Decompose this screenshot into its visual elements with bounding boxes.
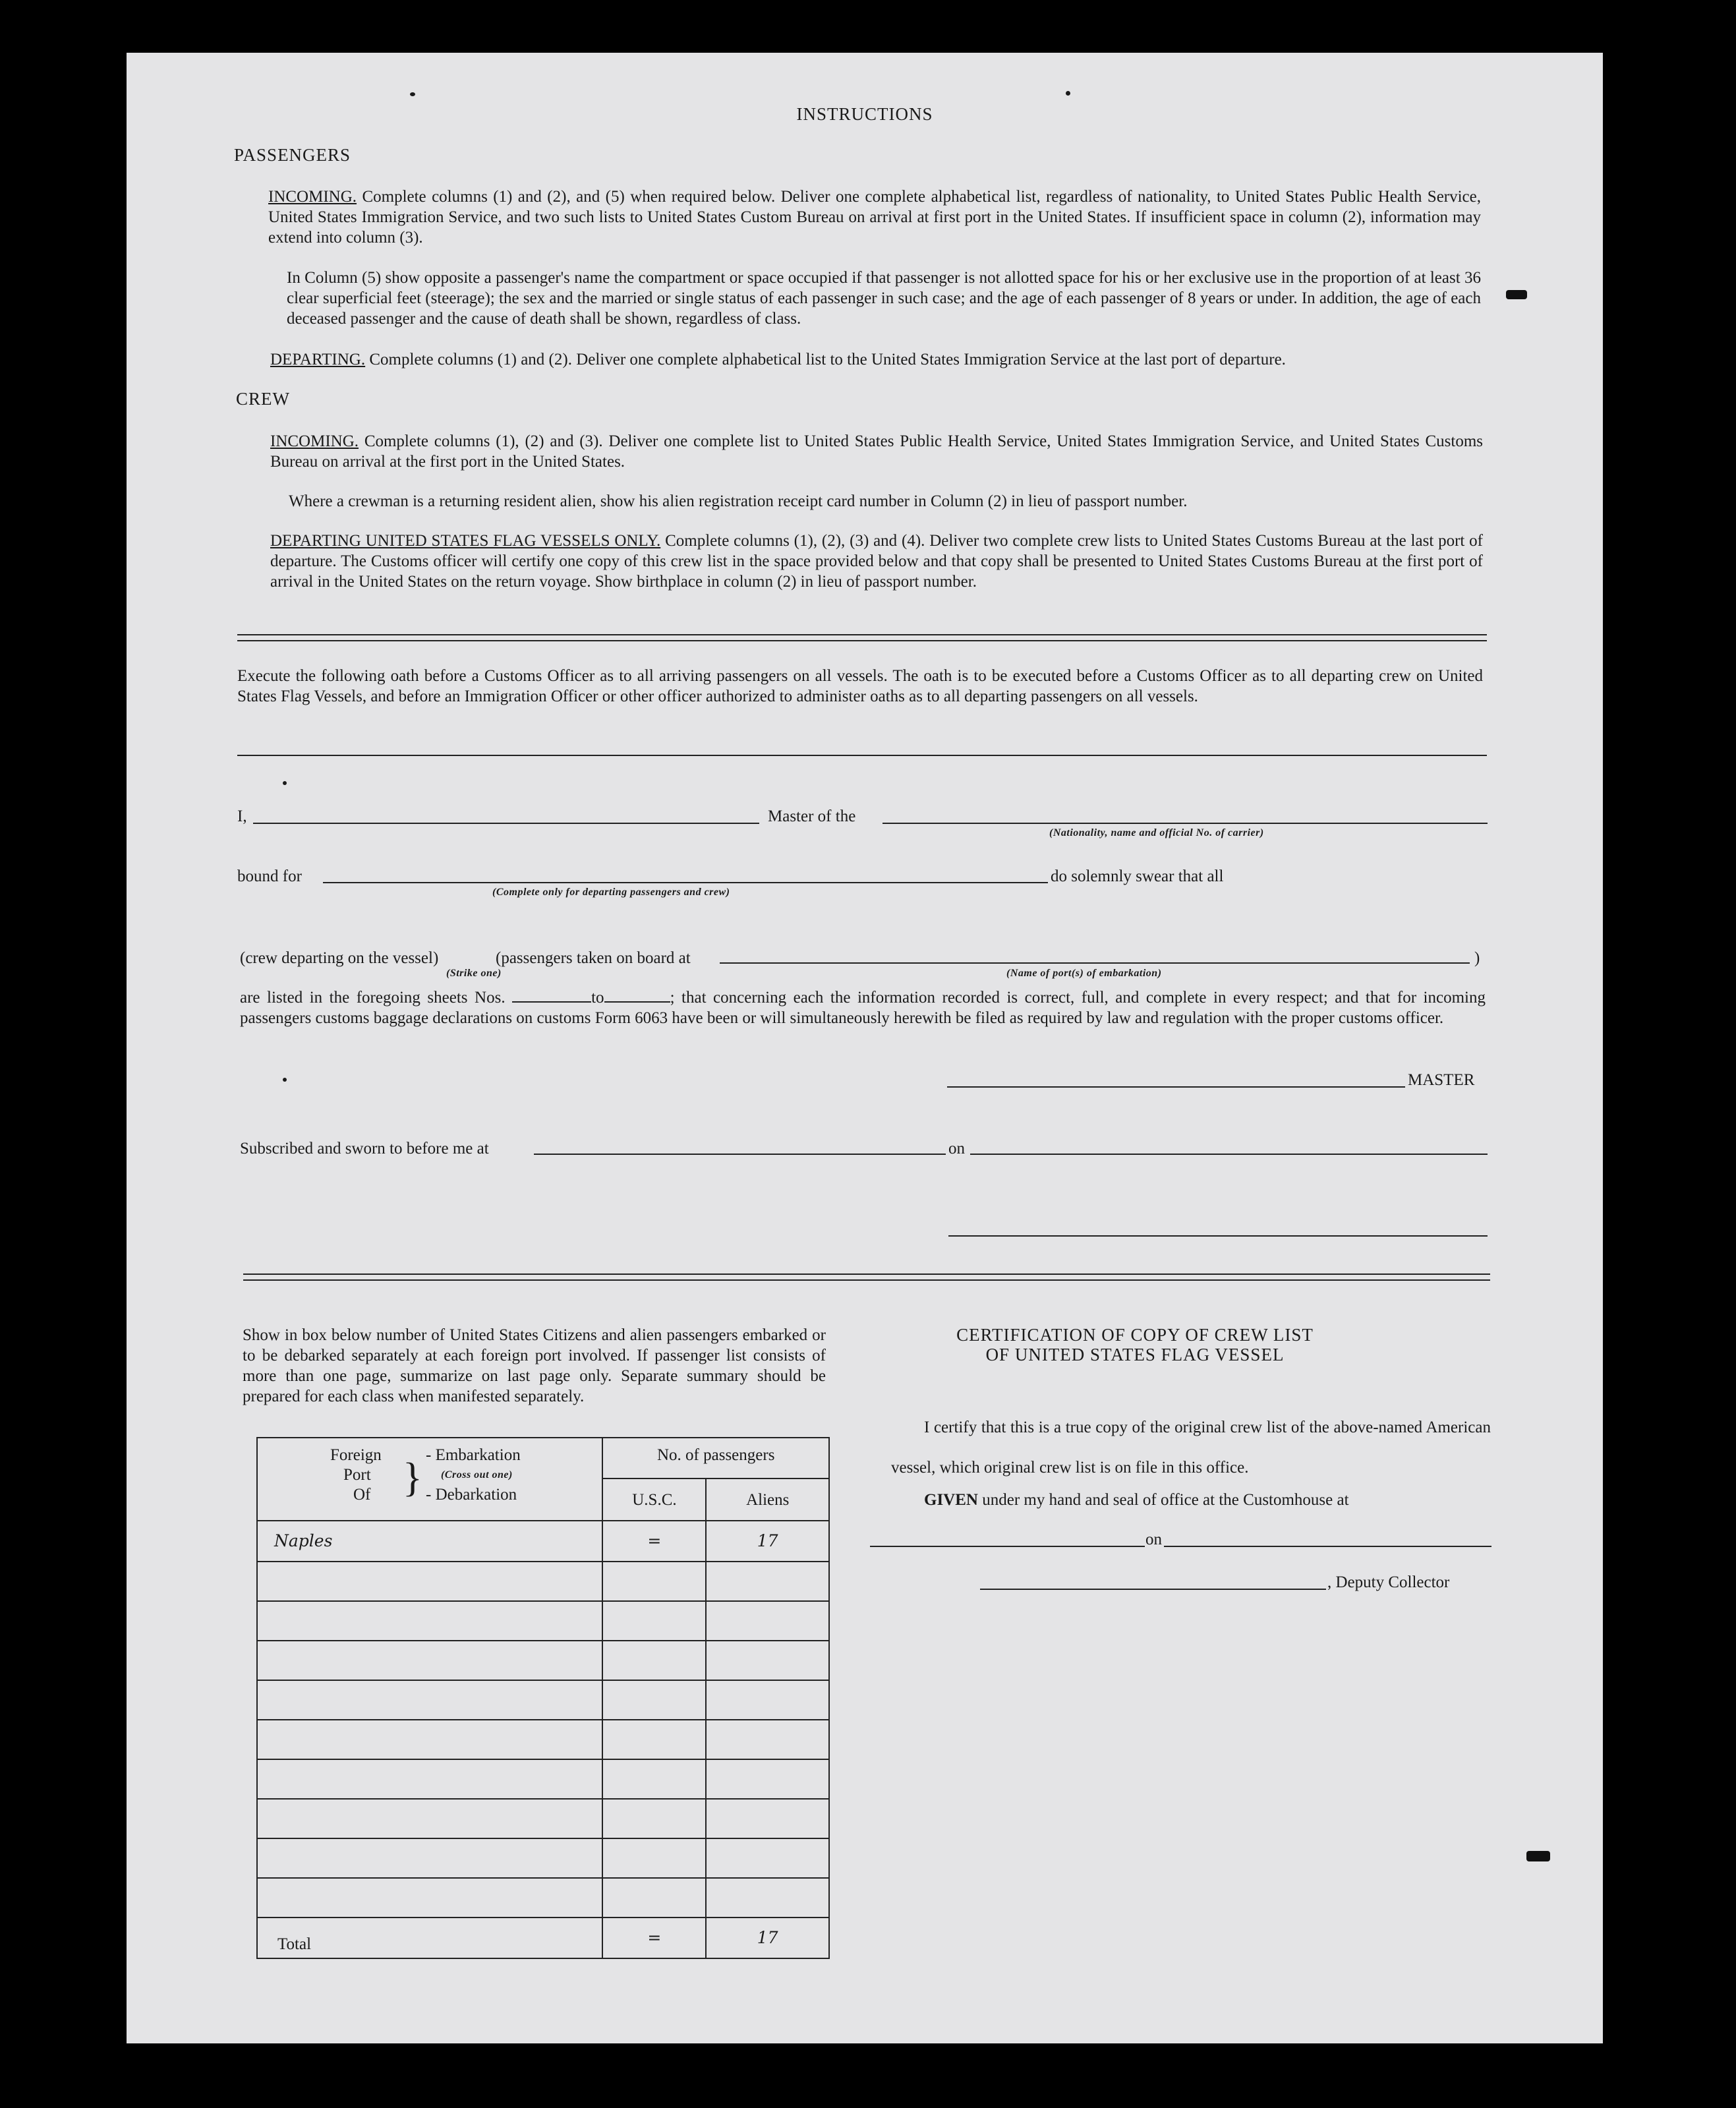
port-cell[interactable] xyxy=(257,1838,602,1878)
passengers-departing-label: DEPARTING. xyxy=(270,351,366,368)
port-hint: (Name of port(s) of embarkation) xyxy=(1006,968,1162,979)
given-text: under my hand and seal of office at the Customhouse at xyxy=(982,1491,1349,1509)
usc-cell[interactable] xyxy=(602,1878,706,1918)
ink-speck xyxy=(410,92,415,96)
given-label: GIVEN xyxy=(924,1491,978,1509)
usc-cell[interactable] xyxy=(602,1641,706,1680)
port-header-cell xyxy=(257,1438,602,1521)
port-cell[interactable] xyxy=(257,1641,602,1680)
table-header-row xyxy=(257,1438,829,1521)
crew-incoming-label: INCOMING. xyxy=(270,432,359,450)
table-row xyxy=(257,1521,829,1562)
vessel-line[interactable] xyxy=(882,823,1488,824)
complete-hint: (Complete only for departing passengers and crew) xyxy=(492,887,730,898)
ink-speck xyxy=(283,1078,287,1082)
summary-instructions: Show in box below number of United States Citizens and alien passengers embarked or to be debarked separately at each foreign port involved. If passenger list consists of more than one page, summarize on last page only. Separate summary should be prepared for each class when manifested separately. xyxy=(243,1326,826,1405)
swear-label: do solemnly swear that all xyxy=(1051,867,1224,885)
table-row xyxy=(257,1680,829,1720)
page-title: INSTRUCTIONS xyxy=(796,104,933,124)
aliens-cell[interactable] xyxy=(706,1680,829,1720)
passenger-summary-table xyxy=(256,1437,830,1959)
cert-date-line[interactable] xyxy=(1164,1546,1491,1547)
port-cell[interactable] xyxy=(257,1720,602,1759)
strike-hint: (Strike one) xyxy=(446,968,502,979)
master-of-label: Master of the xyxy=(768,807,856,825)
port-cell[interactable] xyxy=(257,1878,602,1918)
master-signature-line[interactable] xyxy=(947,1086,1405,1088)
oath-divider xyxy=(237,755,1487,756)
master-name-line[interactable] xyxy=(253,823,759,824)
oath-intro: Execute the following oath before a Customs Officer as to all arriving passengers on all vessels. The oath is to be executed before a Customs Officer as to all departing crew on United States Flag Vessels, and before an Immigration Officer or other officer authorized to administer oaths as to all departing passengers on all vessels. xyxy=(237,667,1483,705)
crew-departing-text: Complete columns (1), (2), (3) and (4). Deliver two complete crew lists to United States Customs Bureau at the last port of departure. The Customs officer will certify one copy of this crew list in the space provided below and that copy shall be presented to United States Customs Bureau at the first port of arrival in the United States on the return voyage. Show birthplace in column (2) in lieu of passport number. xyxy=(270,532,1483,591)
table-row xyxy=(257,1878,829,1918)
port-cell[interactable] xyxy=(257,1601,602,1641)
summary-divider xyxy=(243,1274,1490,1281)
usc-cell[interactable] xyxy=(602,1720,706,1759)
customhouse-line[interactable] xyxy=(870,1546,1145,1547)
total-label: Total xyxy=(257,1918,602,1958)
certify-text: I certify that this is a true copy of the original crew list of the above-named American vessel, which original crew list is on file in this office. xyxy=(891,1419,1491,1477)
aliens-cell[interactable] xyxy=(706,1759,829,1799)
passengers-taken-option: (passengers taken on board at xyxy=(496,949,691,967)
port-cell[interactable] xyxy=(257,1562,602,1601)
officer-signature-line[interactable] xyxy=(948,1235,1488,1237)
aliens-cell[interactable] xyxy=(706,1799,829,1838)
crew-departing-option: (crew departing on the vessel) xyxy=(240,949,439,967)
crew-resident-paragraph: Where a crewman is a returning resident alien, show his alien registration receipt card number in Column (2) in lieu of passport number. xyxy=(289,492,1188,510)
close-paren: ) xyxy=(1474,949,1480,967)
sworn-on-label: on xyxy=(948,1140,965,1157)
port-cell[interactable] xyxy=(257,1759,602,1799)
table-row xyxy=(257,1759,829,1799)
aliens-cell[interactable] xyxy=(706,1601,829,1641)
total-aliens-cell[interactable]: 17 xyxy=(706,1918,829,1958)
given-paragraph xyxy=(924,1490,1491,1510)
bound-for-label: bound for xyxy=(237,867,302,885)
port-cell[interactable] xyxy=(257,1799,602,1838)
listed-text-b: ; that concerning each the information recorded is correct, full, and complete in every respect; and that for incoming passengers customs baggage declarations on customs Form 6063 have been or will simultaneously herewith be filed as required by law and regulation with the proper customs officer. xyxy=(240,989,1486,1027)
section-divider xyxy=(237,634,1487,641)
deputy-signature-line[interactable] xyxy=(980,1589,1326,1590)
cert-on-label: on xyxy=(1145,1531,1162,1548)
col-port: Port xyxy=(343,1466,371,1484)
ink-speck xyxy=(1066,91,1070,96)
table-row xyxy=(257,1720,829,1759)
passengers-departing-paragraph xyxy=(270,349,1483,370)
col-aliens: Aliens xyxy=(746,1491,790,1509)
table-row xyxy=(257,1838,829,1878)
sworn-date-line[interactable] xyxy=(970,1154,1488,1155)
master-label: MASTER xyxy=(1408,1071,1475,1089)
ink-speck xyxy=(283,781,287,785)
crew-incoming-paragraph xyxy=(270,431,1483,472)
col-foreign: Foreign xyxy=(330,1446,382,1464)
crew-departing-paragraph xyxy=(270,531,1483,592)
col-usc: U.S.C. xyxy=(603,1479,707,1520)
certification-title-2: OF UNITED STATES FLAG VESSEL xyxy=(985,1345,1285,1364)
passengers-departing-text: Complete columns (1) and (2). Deliver one complete alphabetical list to the United States Immigration Service at the last port of departure. xyxy=(369,351,1286,368)
crew-incoming-text: Complete columns (1), (2) and (3). Deliver one complete list to United States Public Health Service, United States Immigration Service, and United States Customs Bureau on arrival at the first port in the United States. xyxy=(270,432,1484,471)
passengers-header-cell xyxy=(602,1438,829,1521)
usc-cell[interactable] xyxy=(602,1562,706,1601)
aliens-cell[interactable]: 17 xyxy=(706,1521,829,1562)
aliens-cell[interactable] xyxy=(706,1562,829,1601)
crew-heading: CREW xyxy=(236,389,290,409)
listed-paragraph xyxy=(240,987,1486,1028)
aliens-cell[interactable] xyxy=(706,1641,829,1680)
col-cross-hint: (Cross out one) xyxy=(441,1469,513,1480)
usc-cell[interactable] xyxy=(602,1799,706,1838)
table-row xyxy=(257,1562,829,1601)
col-embarkation: - Embarkation xyxy=(426,1446,521,1464)
nationality-hint: (Nationality, name and official No. of carrier) xyxy=(1049,827,1264,838)
subscribed-label: Subscribed and sworn to before me at xyxy=(240,1140,489,1157)
col-debarkation: - Debarkation xyxy=(426,1486,517,1504)
crew-departing-label: DEPARTING UNITED STATES FLAG VESSELS ONLY. xyxy=(270,532,661,550)
passengers-heading: PASSENGERS xyxy=(234,145,351,165)
film-mark xyxy=(1506,290,1527,299)
embarkation-port-line[interactable] xyxy=(720,962,1470,964)
certification-title-1: CERTIFICATION OF COPY OF CREW LIST xyxy=(956,1325,1314,1345)
usc-cell[interactable] xyxy=(602,1759,706,1799)
table-row xyxy=(257,1601,829,1641)
passengers-column5-paragraph: In Column (5) show opposite a passenger's name the compartment or space occupied if that passenger is not allotted space for his or her exclusive use in the proportion of at least 36 clear superficial feet (steerage); the sex and the married or single status of each passenger in such case; and the age of each passenger of 8 years or under. In addition, the age of each deceased passenger and the cause of death shall be shown, regardless of class. xyxy=(287,269,1481,328)
deputy-collector-label: , Deputy Collector xyxy=(1327,1573,1450,1591)
usc-cell[interactable]: = xyxy=(602,1521,706,1562)
aliens-cell[interactable] xyxy=(706,1720,829,1759)
sheet-to-field[interactable] xyxy=(604,988,670,1003)
usc-cell[interactable] xyxy=(602,1601,706,1641)
sheet-from-field[interactable] xyxy=(512,988,591,1003)
bound-for-line[interactable] xyxy=(323,882,1048,883)
document-page xyxy=(127,53,1603,2043)
sworn-place-line[interactable] xyxy=(534,1154,946,1155)
col-no-passengers: No. of passengers xyxy=(603,1438,828,1479)
listed-to-label: to xyxy=(591,989,604,1007)
usc-cell[interactable] xyxy=(602,1680,706,1720)
passengers-incoming-paragraph xyxy=(268,187,1481,248)
table-row xyxy=(257,1799,829,1838)
col-of: Of xyxy=(353,1486,371,1504)
passengers-incoming-text: Complete columns (1) and (2), and (5) when required below. Deliver one complete alphabetical list, regardless of nationality, to United States Public Health Service, United States Immigration Service, and two such lists to United States Custom Bureau on arrival at first port in the United States. If insufficient space in column (2), information may extend into column (3). xyxy=(268,188,1482,247)
passengers-incoming-label: INCOMING. xyxy=(268,188,357,206)
aliens-cell[interactable] xyxy=(706,1838,829,1878)
i-label: I, xyxy=(237,807,247,825)
listed-text-a: are listed in the foregoing sheets Nos. xyxy=(240,989,506,1007)
port-cell[interactable] xyxy=(257,1680,602,1720)
usc-cell[interactable] xyxy=(602,1838,706,1878)
brace-glyph: } xyxy=(403,1455,422,1500)
aliens-cell[interactable] xyxy=(706,1878,829,1918)
film-mark xyxy=(1526,1851,1550,1861)
total-usc-cell[interactable]: = xyxy=(602,1918,706,1958)
port-cell[interactable]: Naples xyxy=(257,1521,602,1562)
total-row xyxy=(257,1918,829,1958)
table-row xyxy=(257,1641,829,1680)
